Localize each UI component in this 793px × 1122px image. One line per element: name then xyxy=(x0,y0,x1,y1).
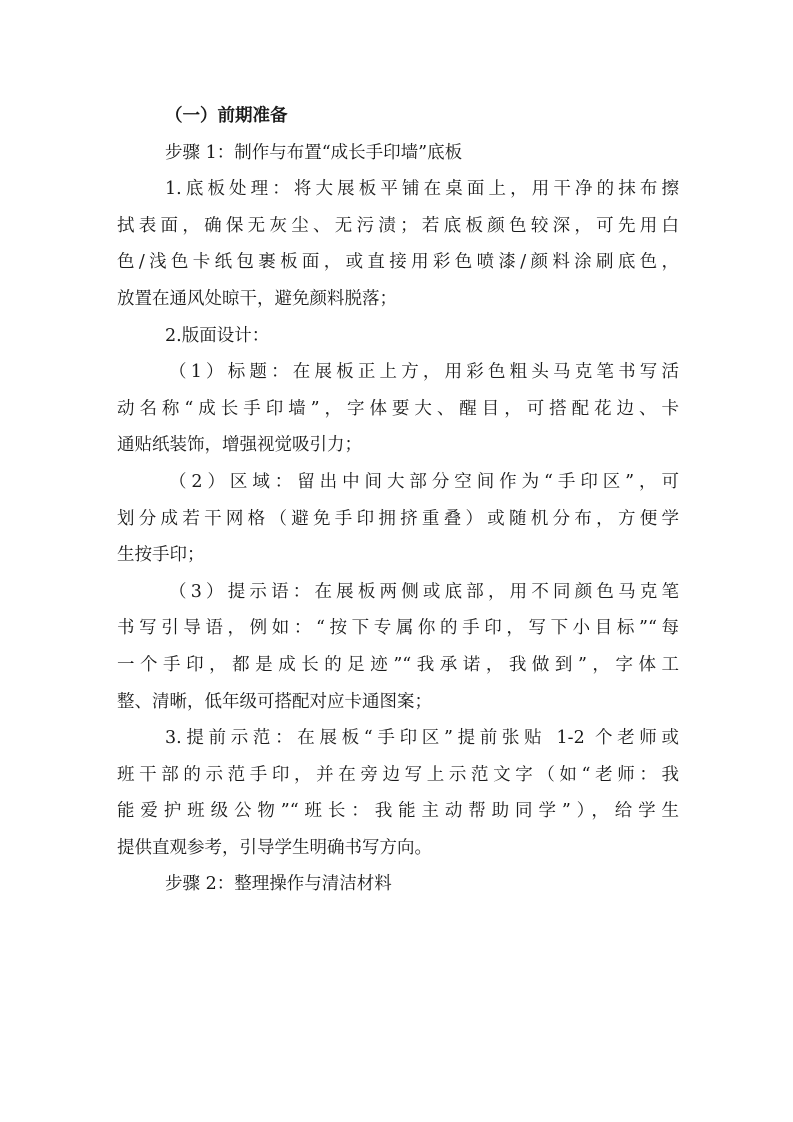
step2-title: 步骤 2：整理操作与清洁材料 xyxy=(165,874,392,895)
step1-title: 步骤 1：制作与布置“成长手印墙”底板 xyxy=(165,142,463,163)
paragraph-line: 2.版面设计： xyxy=(165,325,270,346)
document-page xyxy=(117,98,679,903)
paragraph-line: 色/浅色卡纸包裹板面，或直接用彩色喷漆/颜料涂刷底色， xyxy=(117,252,679,273)
paragraph-line: 整、清晰，低年级可搭配对应卡通图案； xyxy=(117,691,432,712)
paragraph-line: 3.提前示范：在展板“手印区”提前张贴 1-2 个老师或 xyxy=(165,728,679,749)
paragraph-line: 班干部的示范手印，并在旁边写上示范文字（如“老师：我 xyxy=(117,764,679,785)
paragraph-line: 动名称“成长手印墙”，字体要大、醒目，可搭配花边、卡 xyxy=(117,398,679,419)
paragraph-line: 书写引导语，例如：“按下专属你的手印，写下小目标”“每 xyxy=(117,618,679,639)
paragraph-line: 提供直观参考，引导学生明确书写方向。 xyxy=(117,837,432,858)
paragraph-line: （2）区域：留出中间大部分空间作为“手印区”，可 xyxy=(169,471,679,492)
paragraph-line: （3）提示语：在展板两侧或底部，用不同颜色马克笔 xyxy=(169,581,679,602)
paragraph-line: 通贴纸装饰，增强视觉吸引力； xyxy=(117,435,362,456)
paragraph-line: 划分成若干网格（避免手印拥挤重叠）或随机分布，方便学 xyxy=(117,508,679,529)
paragraph-line: 能爱护班级公物”“班长：我能主动帮助同学”），给学生 xyxy=(117,801,679,822)
paragraph-line: 一个手印，都是成长的足迹”“我承诺，我做到”，字体工 xyxy=(117,654,679,675)
paragraph-line: 拭表面，确保无灰尘、无污渍；若底板颜色较深，可先用白 xyxy=(117,215,679,236)
paragraph-line: 1.底板处理：将大展板平铺在桌面上，用干净的抹布擦 xyxy=(165,179,679,200)
section-title: （一）前期准备 xyxy=(165,106,288,126)
paragraph-line: （1）标题：在展板正上方，用彩色粗头马克笔书写活 xyxy=(169,362,679,383)
paragraph-line: 生按手印； xyxy=(117,545,205,566)
paragraph-line: 放置在通风处晾干，避免颜料脱落； xyxy=(117,288,397,309)
